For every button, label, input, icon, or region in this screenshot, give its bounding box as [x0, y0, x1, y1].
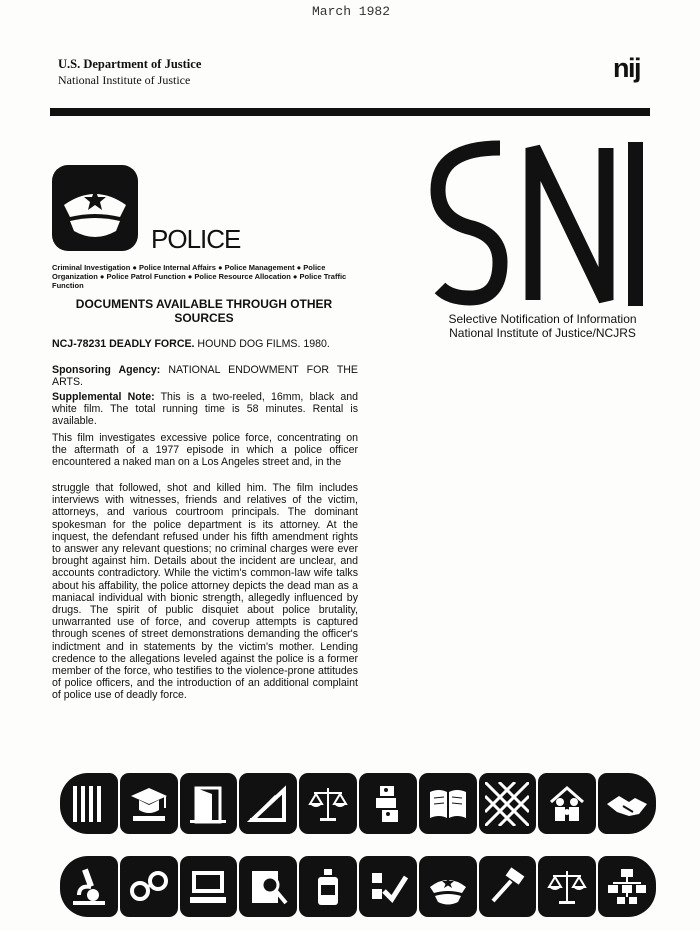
sni-line-1: Selective Notification of Information	[448, 312, 637, 326]
supplemental-note	[52, 391, 358, 428]
nij-logo: nij	[613, 53, 640, 83]
family-icon	[538, 773, 596, 834]
note-label: Supplemental Note:	[52, 391, 155, 403]
department-name: U.S. Department of Justice	[58, 57, 202, 71]
abstract-part-2: struggle that followed, shot and killed him. The film includes interviews with witnesses, friends and relatives of the victim, attorneys, and various courtroom principals. The dominant spokesman for the police department is its attorney. At the inquest, the defendant refused under his fifth amendment rights to answer any relevant questions; no criminal charges were ever brought against him. Details about the incident are unclear, and accounts contradictory. While the victim's common-law wife talks about his affability, the police attorney depicts the dead man as a maniacal individual with bionic strength, allegedly influenced by drugs. The spirit of public disquiet about police brutality, unwarranted use of force, and coverup attempts is captured through scenes of street demonstrations demanding the officer's indictment and in statements by the victim's mother. Lending credence to the allegations leveled against the police is a former member of the force, who testifies to the violence-prone attitudes of police officers, and the introduction of an additional complaint of police use of deadly force.	[52, 482, 358, 702]
date-stamp: March 1982	[312, 4, 391, 19]
sponsoring-agency	[52, 364, 358, 388]
handshake-icon	[598, 773, 656, 834]
entry-citation	[52, 338, 358, 350]
note-value: This is a two-reeled, 16mm, black and white film. The total running time is 58 minutes. Rental is available.	[52, 391, 358, 428]
scales-icon	[538, 856, 596, 917]
bottle-icon	[299, 856, 357, 917]
lattice-icon	[479, 773, 537, 834]
handcuffs-icon	[120, 856, 178, 917]
icon-row-1	[60, 773, 656, 834]
sni-logo	[430, 140, 655, 311]
section-title: POLICE	[151, 224, 241, 254]
abstract-part-1: This film investigates excessive police force, concentrating on the aftermath of a 1977 episode in which a police officer encountered a naked man on a Los Angeles street and, in the	[52, 432, 358, 469]
org-chart-icon	[598, 856, 656, 917]
puzzle-figure-icon	[359, 773, 417, 834]
police-cap-icon	[52, 165, 138, 251]
graduation-cap-icon	[120, 773, 178, 834]
category-list: Criminal Investigation ● Police Internal Affairs ● Police Management ● Police Organization ● Police Patrol Function ● Police Resource Allocation ● Police Traffic Function	[52, 263, 347, 290]
microscope-icon	[60, 856, 118, 917]
sni-line-2: National Institute of Justice/NCJRS	[449, 326, 636, 340]
bars-icon	[60, 773, 118, 834]
ncj-publisher: HOUND DOG FILMS. 1980.	[194, 338, 330, 350]
sni-subtitle	[430, 312, 655, 340]
section-heading: DOCUMENTS AVAILABLE THROUGH OTHER SOURCES	[75, 297, 333, 325]
police-cap-icon	[419, 856, 477, 917]
scales-icon	[299, 773, 357, 834]
ncj-number: NCJ-78231 DEADLY FORCE.	[52, 338, 195, 350]
open-book-icon	[419, 773, 477, 834]
gavel-icon	[479, 856, 537, 917]
checkmark-icon	[359, 856, 417, 917]
header-rule	[50, 108, 650, 116]
computer-icon	[180, 856, 238, 917]
icon-row-2	[60, 856, 656, 917]
sponsor-label: Sponsoring Agency:	[52, 364, 161, 376]
doorway-icon	[180, 773, 238, 834]
sponsor-value: NATIONAL ENDOWMENT FOR THE ARTS.	[52, 364, 359, 389]
institute-name: National Institute of Justice	[58, 73, 191, 87]
drafting-tools-icon	[239, 773, 297, 834]
magnifier-document-icon	[239, 856, 297, 917]
